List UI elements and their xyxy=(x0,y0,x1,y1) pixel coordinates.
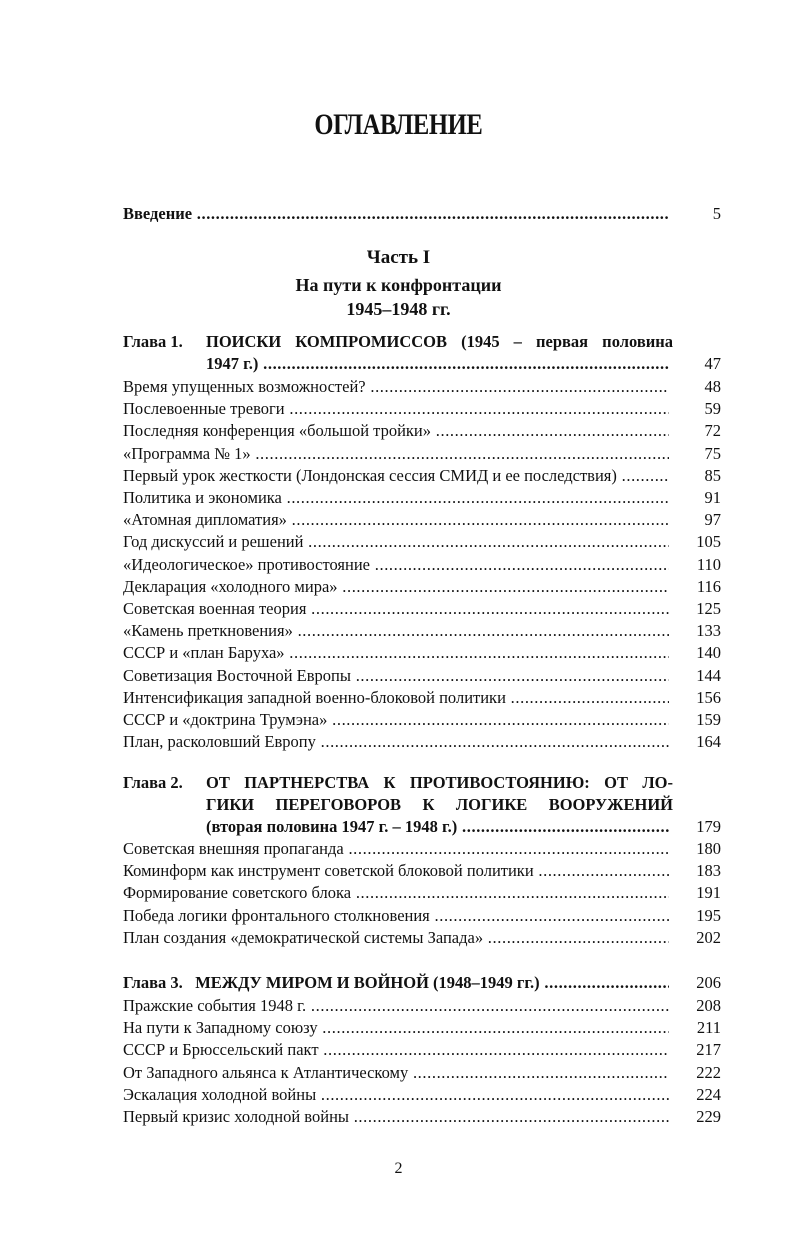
toc-entry-title: «Идеологическое» противостояние ..... xyxy=(123,554,669,576)
page-title: ОГЛАВЛЕНИЕ xyxy=(314,108,483,141)
toc-entry[interactable] xyxy=(123,731,721,753)
toc-entry[interactable] xyxy=(123,905,721,927)
toc-entry[interactable] xyxy=(123,642,721,664)
toc-entry-title: СССР и «план Баруха» ..... xyxy=(123,642,669,664)
toc-entry[interactable] xyxy=(123,1039,721,1061)
toc-entry-title: Первый урок жесткости (Лондонская сессия СМИД и ее последствия) ..... xyxy=(123,465,669,487)
toc-entry-page: 229 xyxy=(696,1107,721,1126)
toc-entry[interactable] xyxy=(123,1106,721,1128)
toc-entry-title: Формирование советского блока ..... xyxy=(123,882,669,904)
toc-entry-title: (вторая половина 1947 г. – 1948 г.) ..... xyxy=(206,816,669,838)
toc-entry[interactable] xyxy=(123,1084,721,1106)
toc-entry-title: Советская внешняя пропаганда ..... xyxy=(123,838,669,860)
part-number: Часть I xyxy=(366,247,431,268)
toc-entry[interactable] xyxy=(123,376,721,398)
toc-entry[interactable] xyxy=(123,554,721,576)
toc-entry-title: Первый кризис холодной войны ..... xyxy=(123,1106,669,1128)
toc-entry-page: 164 xyxy=(696,732,721,752)
toc-entry-title: Время упущенных возможностей? ..... xyxy=(123,376,669,398)
toc-entry-page: 206 xyxy=(696,973,721,992)
toc-entry-page: 47 xyxy=(704,354,721,373)
toc-entry-page: 191 xyxy=(696,883,721,903)
toc-entry-intro[interactable] xyxy=(123,203,721,225)
toc-entry[interactable] xyxy=(123,487,721,509)
toc-entry-title: Победа логики фронтального столкновения ..... xyxy=(123,905,669,927)
toc-entry[interactable] xyxy=(123,1062,721,1084)
toc-entry-title: На пути к Западному союзу ..... xyxy=(123,1017,669,1039)
toc-entry-page: 211 xyxy=(696,1018,721,1038)
toc-entry-title: СССР и «доктрина Трумэна» ..... xyxy=(123,709,669,731)
toc-entry[interactable] xyxy=(123,598,721,620)
toc-entry-title: Эскалация холодной войны ..... xyxy=(123,1084,669,1106)
chapter-title-line: ГИКИ ПЕРЕГОВОРОВ К ЛОГИКЕ ВООРУЖЕНИЙ xyxy=(206,795,673,814)
toc-entry-page: 217 xyxy=(696,1040,721,1060)
toc-entry[interactable] xyxy=(123,1017,721,1039)
toc-entry[interactable] xyxy=(123,443,721,465)
toc-entry-page: 116 xyxy=(696,576,721,596)
toc-entry[interactable] xyxy=(123,620,721,642)
toc-entry-page: 5 xyxy=(712,204,721,223)
part-title: На пути к конфронтации xyxy=(295,275,502,295)
toc-entry[interactable] xyxy=(123,838,721,860)
chapter-title-line: ПОИСКИ КОМПРОМИССОВ (1945 – первая половина xyxy=(206,332,673,351)
toc-entry-title: Политика и экономика ..... xyxy=(123,487,669,509)
toc-entry-title: Советизация Восточной Европы ..... xyxy=(123,665,669,687)
toc-entry-title: От Западного альянса к Атлантическому ..... xyxy=(123,1062,669,1084)
chapter-title: МЕЖДУ МИРОМ И ВОЙНОЙ (1948–1949 гг.) xyxy=(195,973,540,992)
toc-entry[interactable] xyxy=(123,420,721,442)
toc-entry-title: Декларация «холодного мира» ..... xyxy=(123,576,669,598)
toc-entry-title: Год дискуссий и решений ..... xyxy=(123,531,669,553)
toc-entry-page: 110 xyxy=(696,554,721,574)
toc-entry[interactable] xyxy=(123,576,721,598)
toc-entry-title: План, расколовший Европу ..... xyxy=(123,731,669,753)
toc-entry-page: 59 xyxy=(704,399,721,419)
toc-entry-page: 140 xyxy=(696,643,721,663)
toc-entry-title: Введение ..... xyxy=(123,203,669,225)
toc-entry-chapter-2[interactable] xyxy=(123,816,721,838)
toc-entry-page: 72 xyxy=(704,421,721,441)
toc-entry-page: 105 xyxy=(696,532,721,552)
chapter-label: Глава 3. xyxy=(123,973,183,992)
toc-entry-page: 180 xyxy=(696,839,721,858)
toc-entry[interactable] xyxy=(123,860,721,882)
toc-entry-title: «Камень преткновения» ..... xyxy=(123,620,669,642)
toc-entry-title xyxy=(123,972,669,994)
toc-entry-chapter-1[interactable] xyxy=(123,353,721,375)
toc-entry-title: СССР и Брюссельский пакт ..... xyxy=(123,1039,669,1061)
toc-entry-page: 224 xyxy=(696,1084,721,1104)
toc-entry[interactable] xyxy=(123,665,721,687)
toc-entry-chapter-3[interactable] xyxy=(123,972,721,994)
toc-entry[interactable] xyxy=(123,709,721,731)
toc-entry-title: Советская военная теория ..... xyxy=(123,598,669,620)
toc-entry-title: «Атомная дипломатия» ..... xyxy=(123,509,669,531)
part-years: 1945–1948 гг. xyxy=(346,299,451,319)
chapter-label: Глава 1. xyxy=(123,332,183,351)
toc-entry-title: Коминформ как инструмент советской блоковой политики ..... xyxy=(123,860,669,882)
toc-entry[interactable] xyxy=(123,465,721,487)
toc-entry[interactable] xyxy=(123,531,721,553)
toc-entry-title: Интенсификация западной военно-блоковой политики ..... xyxy=(123,687,669,709)
toc-entry-title: Пражские события 1948 г. ..... xyxy=(123,995,669,1017)
toc-entry-page: 85 xyxy=(704,465,721,485)
toc-entry-page: 202 xyxy=(696,927,721,947)
toc-entry[interactable] xyxy=(123,927,721,949)
toc-entry-title: «Программа № 1» ..... xyxy=(123,443,669,465)
toc-entry-page: 75 xyxy=(704,443,721,463)
toc-entry-page: 48 xyxy=(704,377,721,396)
toc-entry-page: 91 xyxy=(704,488,721,507)
toc-entry-page: 159 xyxy=(696,710,721,729)
toc-entry-page: 133 xyxy=(696,621,721,641)
toc-entry[interactable] xyxy=(123,509,721,531)
toc-entry-title: План создания «демократической системы Запада» ..... xyxy=(123,927,669,949)
toc-entry-page: 179 xyxy=(696,817,721,836)
toc-entry-page: 97 xyxy=(704,510,721,530)
toc-entry-title: Послевоенные тревоги ..... xyxy=(123,398,669,420)
page-number: 2 xyxy=(394,1160,403,1177)
toc-entry[interactable] xyxy=(123,995,721,1017)
toc-entry-page: 144 xyxy=(696,665,721,685)
toc-entry-page: 195 xyxy=(696,905,721,925)
chapter-title-line: ОТ ПАРТНЕРСТВА К ПРОТИВОСТОЯНИЮ: ОТ ЛО- xyxy=(206,773,673,792)
toc-entry-page: 125 xyxy=(696,599,721,618)
toc-entry-page: 183 xyxy=(696,861,721,881)
toc-entry-title: Последняя конференция «большой тройки» ..... xyxy=(123,420,669,442)
chapter-label: Глава 2. xyxy=(123,773,183,792)
toc-entry[interactable] xyxy=(123,882,721,904)
toc-entry[interactable] xyxy=(123,687,721,709)
toc-entry-page: 222 xyxy=(696,1062,721,1082)
toc-entry-page: 156 xyxy=(696,687,721,707)
toc-entry-page: 208 xyxy=(696,996,721,1015)
toc-entry-title: 1947 г.) ..... xyxy=(206,353,669,375)
toc-entry[interactable] xyxy=(123,398,721,420)
